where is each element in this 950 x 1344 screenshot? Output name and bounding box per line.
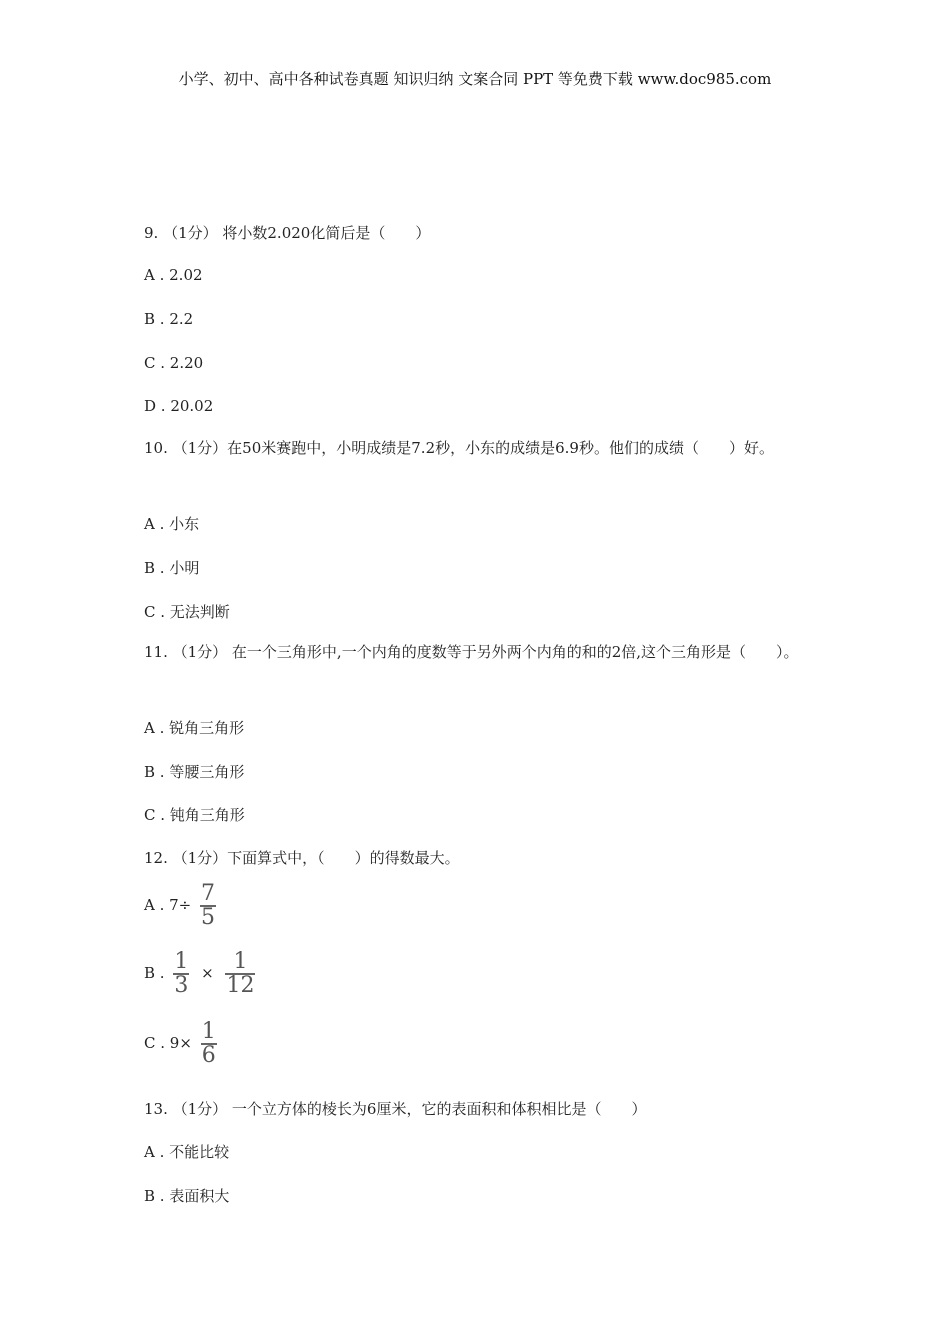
question-12-option-b [144,949,259,998]
question-11-option-b: B . 等腰三角形 [144,763,245,781]
fraction-numerator: 1 [233,949,248,974]
question-12-stem: 12. （1分）下面算式中，（ ）的得数最大。 [144,849,460,867]
fraction-denominator: 3 [174,973,189,998]
question-10-stem: 10. （1分）在50米赛跑中，小明成绩是7.2秒，小东的成绩是6.9秒。他们的成绩（ ）好。 [144,439,774,457]
question-10-option-b: B . 小明 [144,559,200,577]
question-12-option-a [144,881,220,930]
fraction-numerator: 7 [201,881,216,906]
question-12-option-c [144,1019,221,1068]
fraction-7-5 [200,881,216,930]
fraction-denominator: 5 [201,905,216,930]
fraction-denominator: 12 [226,973,255,998]
question-13-stem: 13. （1分） 一个立方体的棱长为6厘米，它的表面积和体积相比是（ ） [144,1100,647,1118]
question-10-option-a: A . 小东 [144,515,200,533]
question-10-option-c: C . 无法判断 [144,603,230,621]
question-9-option-d: D . 20.02 [144,397,214,415]
option-a-prefix: A . 7÷ [144,896,192,914]
fraction-numerator: 1 [174,949,189,974]
question-9-option-b: B . 2.2 [144,310,194,328]
fraction-1-3 [173,949,189,998]
question-11-option-c: C . 钝角三角形 [144,806,245,824]
question-9-option-c: C . 2.20 [144,354,204,372]
question-13-option-b: B . 表面积大 [144,1187,230,1205]
question-11-stem: 11. （1分） 在一个三角形中,一个内角的度数等于另外两个内角的和的2倍,这个三角形是（ ）。 [144,643,799,661]
fraction-1-12 [225,949,255,998]
question-13-option-a: A . 不能比较 [144,1143,230,1161]
question-9-stem: 9. （1分） 将小数2.020化简后是（ ） [144,224,431,242]
fraction-denominator: 6 [201,1043,216,1068]
option-b-prefix: B . [144,964,165,982]
multiply-sign: × [201,964,214,982]
page-header: 小学、初中、高中各种试卷真题 知识归纳 文案合同 PPT 等免费下载 www.doc985.com [178,70,772,88]
fraction-numerator: 1 [201,1019,216,1044]
question-9-option-a: A . 2.02 [144,266,203,284]
question-11-option-a: A . 锐角三角形 [144,719,245,737]
fraction-1-6 [201,1019,217,1068]
option-c-prefix: C . 9× [144,1034,192,1052]
